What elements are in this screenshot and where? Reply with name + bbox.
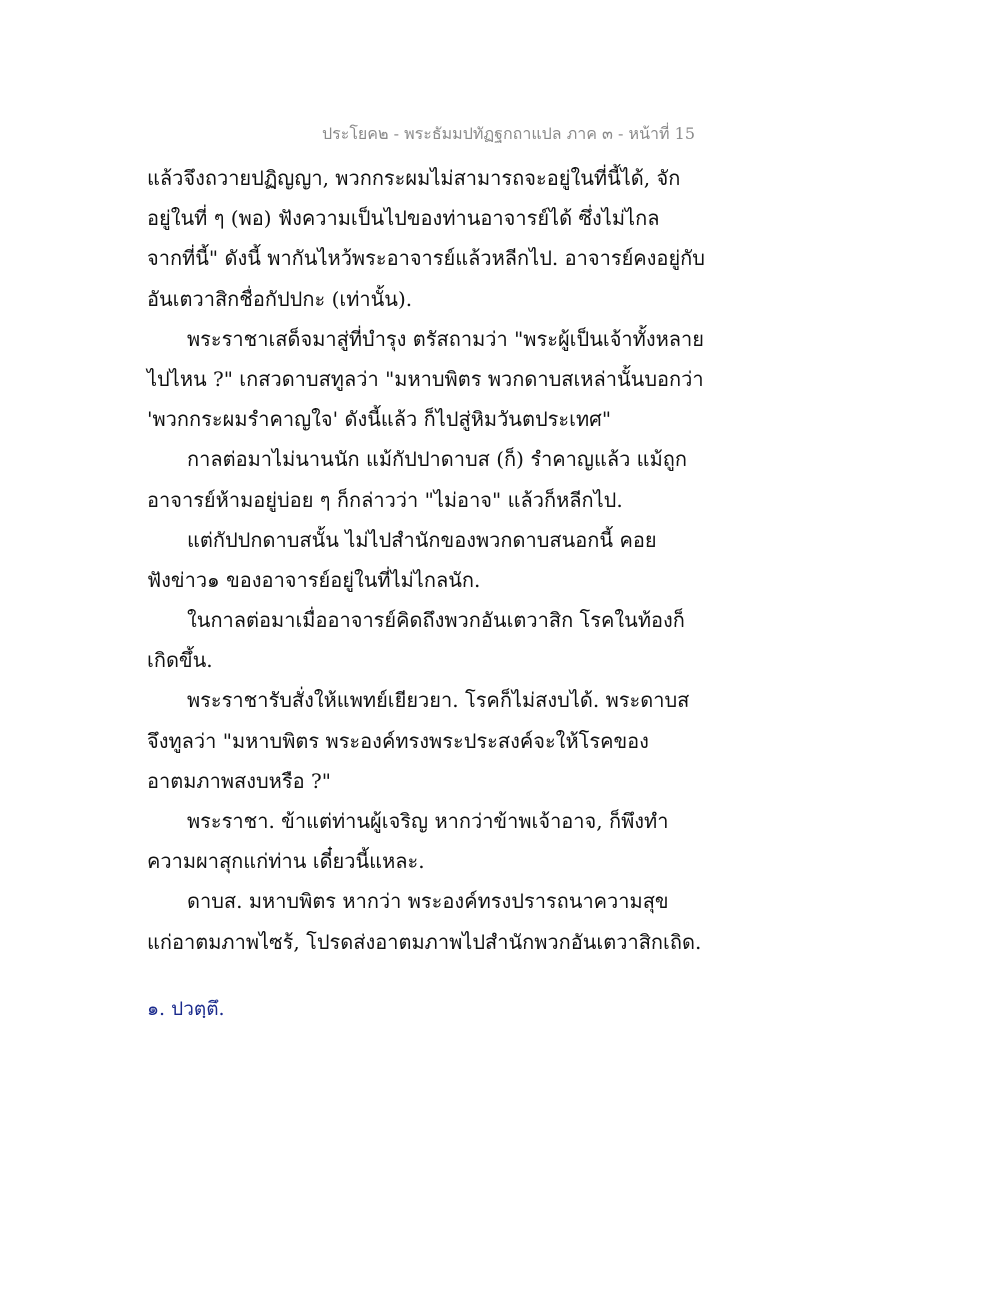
paragraph-first-line: พระราชา. ข้าแต่ท่านผู้เจริญ หากว่าข้าพเจ้าอาจ, ก็พึงทำ [187, 809, 669, 833]
text-line: อาตมภาพสงบหรือ ?" [147, 768, 331, 793]
text-line: แก่อาตมภาพไซร้, โปรดส่งอาตมภาพไปสำนักพวกอันเตวาสิกเถิด. [147, 929, 702, 954]
text-line: ฟังข่าว๑ ของอาจารย์อยู่ในที่ไม่ไกลนัก. [147, 567, 481, 592]
text-line: จากที่นี้" ดังนี้ พากันไหว้พระอาจารย์แล้วหลีกไป. อาจารย์คงอยู่กับ [147, 246, 705, 271]
paragraph-first-line: ในกาลต่อมาเมื่ออาจารย์คิดถึงพวกอันเตวาสิก โรคในท้องก็ [187, 608, 685, 633]
text-line: ความผาสุกแก่ท่าน เดี๋ยวนี้แหละ. [147, 849, 425, 874]
paragraph-first-line: ดาบส. มหาบพิตร หากว่า พระองค์ทรงปรารถนาความสุข [187, 889, 669, 914]
footnote: ๑. ปวตฺตึ. [147, 998, 225, 1020]
text-line: ไปไหน ?" เกสวดาบสทูลว่า "มหาบพิตร พวกดาบสเหล่านั้นบอกว่า [147, 366, 704, 391]
text-line: อันเตวาสิกชื่อกัปปกะ (เท่านั้น). [147, 286, 413, 311]
text-line: อาจารย์ห้ามอยู่บ่อย ๆ ก็กล่าวว่า "ไม่อาจ" แล้วก็หลีกไป. [147, 487, 623, 512]
paragraph-first-line: แต่กัปปกดาบสนั้น ไม่ไปสำนักของพวกดาบสนอกนี้ คอย [187, 527, 657, 552]
text-line: 'พวกกระผมรำคาญใจ' ดังนี้แล้ว ก็ไปสู่หิมวันตประเทศ" [147, 407, 612, 432]
body-text [147, 158, 747, 962]
paragraph-first-line: พระราชาเสด็จมาสู่ที่บำรุง ตรัสถามว่า "พระผู้เป็นเจ้าทั้งหลาย [187, 326, 704, 351]
text-line: จึงทูลว่า "มหาบพิตร พระองค์ทรงพระประสงค์จะให้โรคของ [147, 728, 649, 753]
text-line: เกิดขึ้น. [147, 648, 213, 673]
text-line: แล้วจึงถวายปฏิญญา, พวกกระผมไม่สามารถจะอยู่ในที่นี้ได้, จัก [147, 166, 681, 190]
running-header: ประโยค๒ - พระธัมมปทัฏฐกถาแปล ภาค ๓ - หน้าที่ 15 [321, 124, 695, 143]
paragraph-first-line: พระราชารับสั่งให้แพทย์เยียวยา. โรคก็ไม่สงบได้. พระดาบส [187, 688, 690, 713]
paragraph-first-line: กาลต่อมาไม่นานนัก แม้กัปปาดาบส (ก็) รำคาญแล้ว แม้ถูก [187, 447, 687, 472]
text-line: อยู่ในที่ ๆ (พอ) ฟังความเป็นไปของท่านอาจารย์ได้ ซึ่งไม่ไกล [147, 206, 660, 231]
